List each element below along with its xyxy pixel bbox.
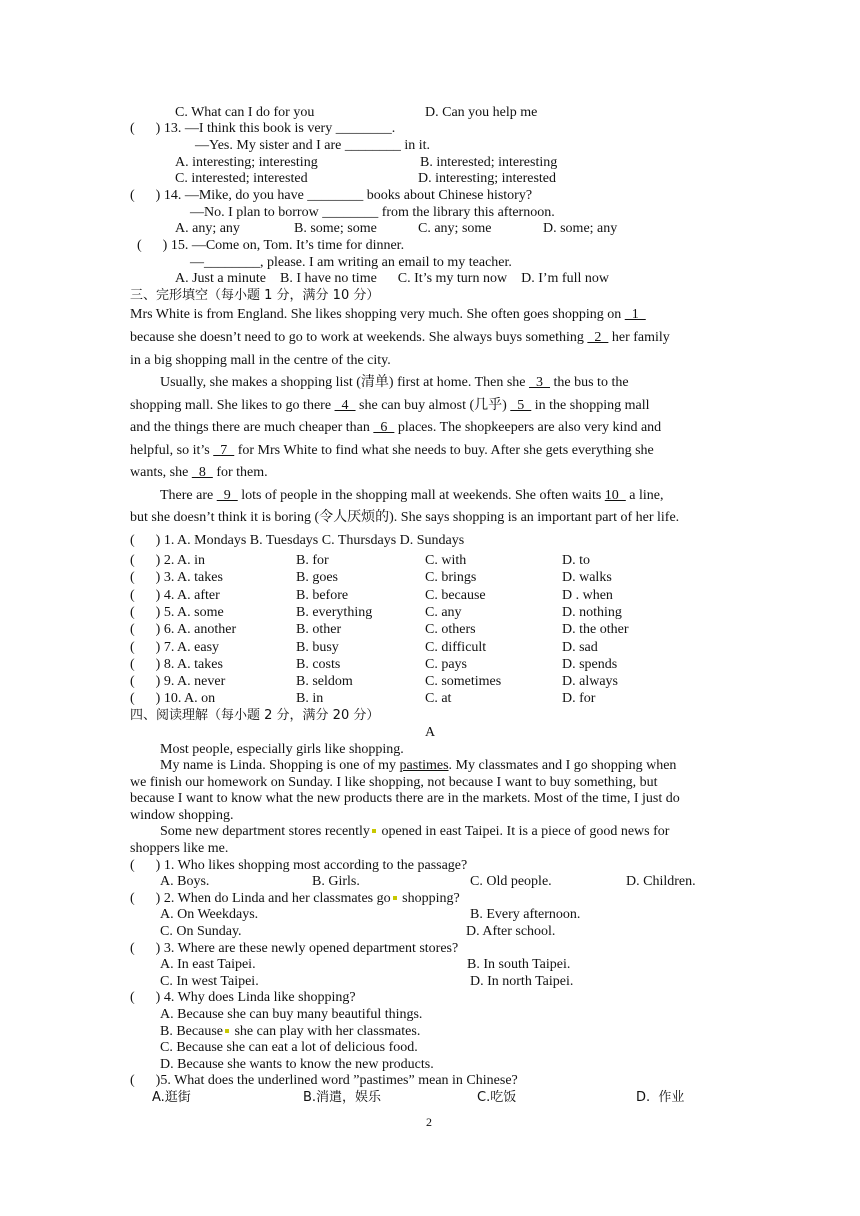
reading-q5-option-d: D. 作业 xyxy=(636,1090,685,1105)
q13-option-a: A. interesting; interesting xyxy=(175,155,318,170)
reading-q1-option-a: A. Boys. xyxy=(160,874,210,889)
reading-q3-option-b: B. In south Taipei. xyxy=(467,957,571,972)
cloze-option-row-10-col-2: B. in xyxy=(296,691,324,706)
cloze-option-row-7-col-4: D. sad xyxy=(562,640,598,655)
text: helpful, so it’s xyxy=(130,443,214,458)
reading-q3-option-d: D. In north Taipei. xyxy=(470,974,574,989)
blank-9: 9 xyxy=(216,488,238,503)
text: wants, she xyxy=(130,465,192,480)
q12-option-d: D. Can you help me xyxy=(425,105,538,120)
cloze-option-row-2-col-4: D. to xyxy=(562,553,590,568)
cloze-line-1 xyxy=(130,305,646,325)
q13-stem: ( ) 13. —I think this book is very ________. xyxy=(130,121,396,136)
cloze-option-row-7-col-3: C. difficult xyxy=(425,640,487,655)
reading-q5-option-a: A.逛街 xyxy=(152,1090,191,1105)
cloze-option-row-7-col-2: B. busy xyxy=(296,640,339,655)
reading-line-1: Most people, especially girls like shopping. xyxy=(160,742,404,757)
text: the bus to the xyxy=(550,375,629,390)
q15-options: A. Just a minute B. I have no time C. It’s my turn now D. I’m full now xyxy=(175,271,609,286)
text: Some new department stores recently xyxy=(160,824,370,839)
cloze-option-row-3-col-3: C. brings xyxy=(425,570,477,585)
cloze-option-row-9-col-1: ( ) 9. A. never xyxy=(130,674,226,689)
passage-label: A xyxy=(425,725,436,740)
q14-option-d: D. some; any xyxy=(543,221,618,236)
marker-dot xyxy=(225,1029,229,1033)
text: shopping? xyxy=(398,891,460,906)
cloze-heading: 三、完形填空（每小题 1 分，满分 10 分） xyxy=(130,288,380,303)
cloze-option-row-10-col-3: C. at xyxy=(425,691,452,706)
text: for them. xyxy=(212,465,268,480)
cloze-option-row-8-col-2: B. costs xyxy=(296,657,341,672)
cloze-option-row-5-col-1: ( ) 5. A. some xyxy=(130,605,224,620)
q14-option-b: B. some; some xyxy=(294,221,377,236)
reading-q2-option-d: D. After school. xyxy=(466,924,556,939)
q14-option-a: A. any; any xyxy=(175,221,240,236)
cloze-option-row-4-col-3: C. because xyxy=(425,588,486,603)
blank-6: 6 xyxy=(373,420,395,435)
marker-dot xyxy=(393,896,397,900)
text: ( ) 2. When do Linda and her classmates go xyxy=(130,891,391,906)
reading-q1: ( ) 1. Who likes shopping most according to the passage? xyxy=(130,858,468,873)
reading-q4-option-a: A. Because she can buy many beautiful things. xyxy=(160,1007,423,1022)
cloze-option-row-9-col-3: C. sometimes xyxy=(425,674,502,689)
text: There are xyxy=(160,488,217,503)
cloze-option-row-5-col-4: D. nothing xyxy=(562,605,622,620)
cloze-option-row-6-col-2: B. other xyxy=(296,622,342,637)
reading-q2-option-c: C. On Sunday. xyxy=(160,924,242,939)
q14-option-c: C. any; some xyxy=(418,221,492,236)
cloze-option-row-6-col-3: C. others xyxy=(425,622,476,637)
blank-10: 10 xyxy=(604,488,626,503)
reading-q3-option-c: C. In west Taipei. xyxy=(160,974,259,989)
text: places. The shopkeepers are also very kind and xyxy=(394,420,662,435)
cloze-option-row-5-col-2: B. everything xyxy=(296,605,373,620)
reading-line-4: because I want to know what the new products there are in the markets. Most of the time, I just do xyxy=(130,791,680,806)
q13-reply: —Yes. My sister and I are ________ in it. xyxy=(195,138,431,153)
text: Usually, she makes a shopping list (清单) first at home. Then she xyxy=(160,375,529,390)
reading-q5-option-c: C.吃饭 xyxy=(477,1090,517,1105)
text: opened in east Taipei. It is a piece of good news for xyxy=(377,824,670,839)
reading-heading: 四、阅读理解（每小题 2 分，满分 20 分） xyxy=(130,708,380,723)
reading-line-6 xyxy=(160,824,669,840)
reading-line-7: shoppers like me. xyxy=(130,841,229,856)
reading-q4-option-d: D. Because she wants to know the new products. xyxy=(160,1057,434,1072)
cloze-line-9 xyxy=(160,486,664,506)
cloze-line-10: but she doesn’t think it is boring (令人厌烦的). She says shopping is an important part of her life. xyxy=(130,510,680,525)
cloze-option-row-2-col-1: ( ) 2. A. in xyxy=(130,553,206,568)
marker-dot xyxy=(372,829,376,833)
text: a line, xyxy=(625,488,664,503)
reading-q4-option-c: C. Because she can eat a lot of delicious food. xyxy=(160,1040,418,1055)
cloze-option-row-8-col-1: ( ) 8. A. takes xyxy=(130,657,223,672)
q15-reply: —________, please. I am writing an email to my teacher. xyxy=(190,255,512,270)
cloze-option-row-3-col-1: ( ) 3. A. takes xyxy=(130,570,223,585)
cloze-line-5 xyxy=(130,396,650,416)
cloze-option-row-7-col-1: ( ) 7. A. easy xyxy=(130,640,220,655)
text: . My classmates and I go shopping when xyxy=(448,758,677,773)
reading-q4: ( ) 4. Why does Linda like shopping? xyxy=(130,990,356,1005)
q13-option-d: D. interesting; interested xyxy=(418,171,557,186)
cloze-line-8 xyxy=(130,463,268,483)
cloze-option-row-6-col-1: ( ) 6. A. another xyxy=(130,622,237,637)
blank-4: 4 xyxy=(334,398,356,413)
reading-q1-option-c: C. Old people. xyxy=(470,874,552,889)
cloze-option-row-8-col-3: C. pays xyxy=(425,657,467,672)
q15-stem: ( ) 15. —Come on, Tom. It’s time for dinner. xyxy=(137,238,405,253)
reading-q5: ( )5. What does the underlined word ”pastimes” mean in Chinese? xyxy=(130,1073,518,1088)
blank-5: 5 xyxy=(510,398,532,413)
text: because she doesn’t need to go to work at weekends. She always buys something xyxy=(130,330,588,345)
cloze-option-row-10-col-4: D. for xyxy=(562,691,596,706)
reading-q3-option-a: A. In east Taipei. xyxy=(160,957,256,972)
blank-3: 3 xyxy=(529,375,550,390)
reading-q2-option-b: B. Every afternoon. xyxy=(470,907,581,922)
q14-reply: —No. I plan to borrow ________ from the library this afternoon. xyxy=(190,205,555,220)
text: she can buy almost (几乎) xyxy=(355,398,511,413)
reading-line-3: we finish our homework on Sunday. I like shopping, not because I want to buy something, but xyxy=(130,775,658,790)
cloze-line-2 xyxy=(130,328,670,348)
reading-q3: ( ) 3. Where are these newly opened department stores? xyxy=(130,941,459,956)
cloze-option-row-6-col-4: D. the other xyxy=(562,622,629,637)
text: and the things there are much cheaper than xyxy=(130,420,374,435)
text: in the shopping mall xyxy=(531,398,650,413)
cloze-option-row-9-col-2: B. seldom xyxy=(296,674,353,689)
cloze-line-7 xyxy=(130,441,654,461)
reading-line-5: window shopping. xyxy=(130,808,234,823)
reading-q2-option-a: A. On Weekdays. xyxy=(160,907,259,922)
cloze-option-row-10-col-1: ( ) 10. A. on xyxy=(130,691,216,706)
cloze-option-row-4-col-1: ( ) 4. A. after xyxy=(130,588,220,603)
q14-stem: ( ) 14. —Mike, do you have ________ books about Chinese history? xyxy=(130,188,533,203)
text: My name is Linda. Shopping is one of my xyxy=(160,758,400,773)
text: lots of people in the shopping mall at weekends. She often waits xyxy=(237,488,605,503)
reading-q4-option-b xyxy=(160,1024,420,1040)
cloze-line-6 xyxy=(130,418,661,438)
cloze-option-row-9-col-4: D. always xyxy=(562,674,618,689)
cloze-option-row-4-col-4: D . when xyxy=(562,588,613,603)
cloze-option-row-2-col-2: B. for xyxy=(296,553,329,568)
reading-q1-option-d: D. Children. xyxy=(626,874,696,889)
blank-1: 1 xyxy=(624,307,646,322)
text: for Mrs White to find what she needs to buy. After she gets everything she xyxy=(234,443,654,458)
underlined-word: pastimes xyxy=(399,758,449,773)
q13-option-c: C. interested; interested xyxy=(175,171,308,186)
q12-option-c: C. What can I do for you xyxy=(175,105,315,120)
cloze-q1: ( ) 1. A. Mondays B. Tuesdays C. Thursdays D. Sundays xyxy=(130,533,465,548)
reading-line-2 xyxy=(160,758,676,774)
blank-8: 8 xyxy=(191,465,213,480)
cloze-line-4 xyxy=(160,373,629,393)
cloze-option-row-5-col-3: C. any xyxy=(425,605,462,620)
blank-2: 2 xyxy=(587,330,609,345)
cloze-option-row-3-col-4: D. walks xyxy=(562,570,612,585)
reading-q1-option-b: B. Girls. xyxy=(312,874,360,889)
cloze-option-row-4-col-2: B. before xyxy=(296,588,349,603)
cloze-option-row-2-col-3: C. with xyxy=(425,553,467,568)
page-number: 2 xyxy=(426,1115,432,1129)
blank-7: 7 xyxy=(213,443,235,458)
text: her family xyxy=(608,330,670,345)
text: shopping mall. She likes to go there xyxy=(130,398,335,413)
cloze-option-row-3-col-2: B. goes xyxy=(296,570,338,585)
cloze-option-row-8-col-4: D. spends xyxy=(562,657,618,672)
reading-q5-option-b: B.消遣，娱乐 xyxy=(303,1090,382,1105)
cloze-line-3: in a big shopping mall in the centre of the city. xyxy=(130,353,391,368)
text: she can play with her classmates. xyxy=(230,1024,421,1039)
q13-option-b: B. interested; interesting xyxy=(420,155,558,170)
text: B. Because xyxy=(160,1024,223,1039)
text: Mrs White is from England. She likes shopping very much. She often goes shopping on xyxy=(130,307,625,322)
reading-q2 xyxy=(130,891,460,907)
